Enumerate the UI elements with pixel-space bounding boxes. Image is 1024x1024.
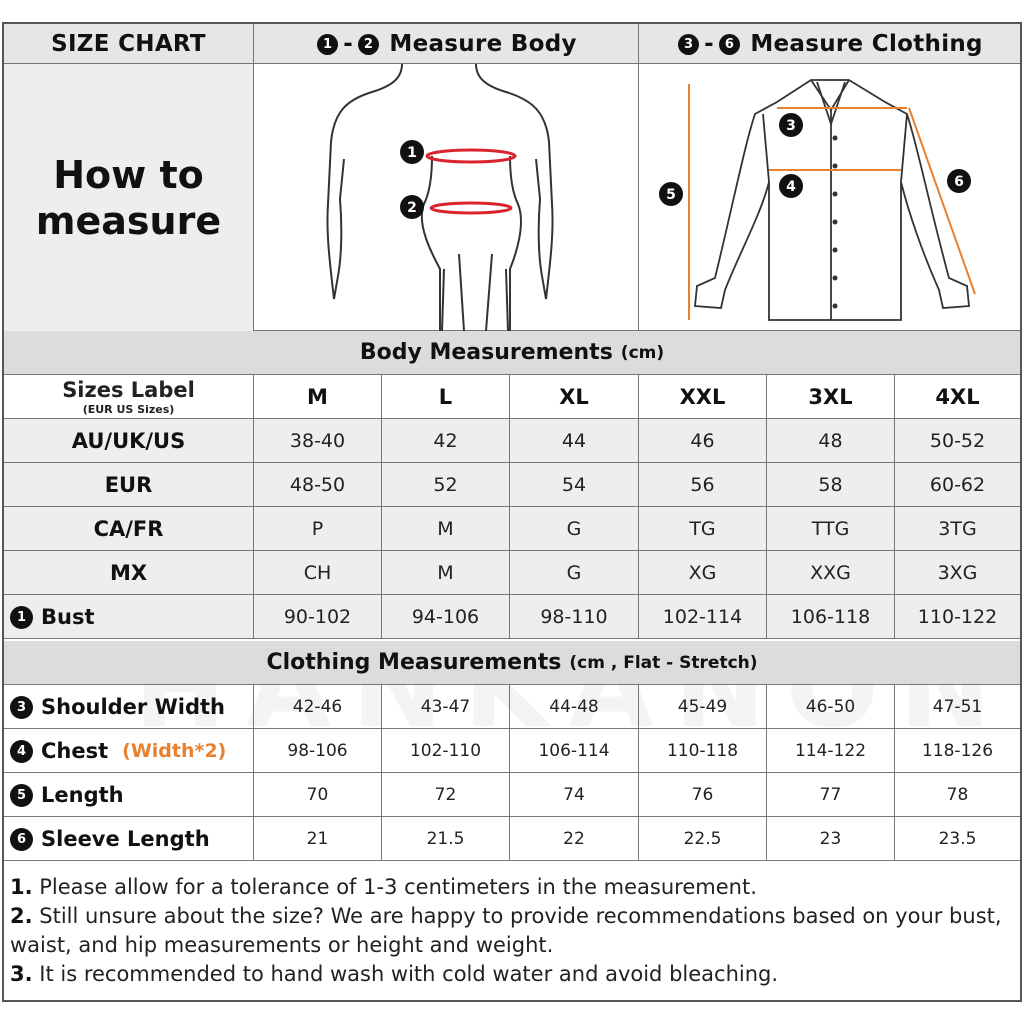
- sizes-sublabel: (EUR US Sizes): [82, 402, 175, 416]
- body-measurements-unit: (cm): [620, 342, 665, 363]
- table-cell: 44: [510, 419, 639, 463]
- body-marker-1: 1: [407, 145, 417, 161]
- row-label: Shoulder Width: [41, 695, 225, 719]
- table-row: [4, 817, 1020, 861]
- table-cell: M: [382, 507, 510, 551]
- table-cell: 102-110: [382, 729, 510, 773]
- size-chart-title: SIZE CHART: [4, 24, 254, 64]
- badge-3-icon: 3: [678, 34, 699, 55]
- table-cell: P: [254, 507, 382, 551]
- table-row: [4, 507, 1020, 551]
- table-cell: 60-62: [929, 474, 986, 496]
- row-label-length: [4, 773, 254, 817]
- table-cell: G: [510, 507, 639, 551]
- badge-5-icon: 5: [10, 784, 33, 807]
- note-text: It is recommended to hand wash with cold water and avoid bleaching.: [32, 962, 779, 986]
- table-cell: 102-114: [639, 595, 767, 639]
- table-row: [4, 419, 1020, 463]
- table-cell: 22: [510, 817, 639, 861]
- body-figure-icon: [254, 64, 639, 331]
- notes: [4, 861, 1020, 1000]
- note-number: 1.: [10, 875, 33, 899]
- note-text: Still unsure about the size? We are happy to provide recommendations based on your bust, waist, and hip measurements or height and weight.: [10, 904, 1002, 957]
- table-cell: TTG: [767, 507, 895, 551]
- table-cell: 90-102: [254, 595, 382, 639]
- sizes-row: [4, 375, 1020, 419]
- table-cell: M: [382, 551, 510, 595]
- table-cell: 77: [767, 773, 895, 817]
- table-cell: CH: [254, 551, 382, 595]
- table-cell: 48-50: [254, 463, 382, 507]
- row-label: Length: [41, 783, 124, 807]
- table-cell: 50-52: [929, 430, 986, 452]
- note-2: [10, 902, 1014, 960]
- clothing-measurements-band: [4, 641, 1020, 685]
- note-number: 3.: [10, 962, 33, 986]
- body-marker-2: 2: [407, 200, 417, 216]
- note-3: [10, 960, 1014, 989]
- measure-body-heading: 1 - 2 Measure Body: [254, 24, 639, 64]
- note-1: [10, 873, 1014, 902]
- chest-width-note: (Width*2): [122, 740, 227, 762]
- table-cell: 22.5: [639, 817, 767, 861]
- how-to-measure: [4, 64, 254, 331]
- table-cell: 106-114: [510, 729, 639, 773]
- table-cell: 46: [639, 419, 767, 463]
- table-cell: 110-118: [639, 729, 767, 773]
- badge-1-icon: 1: [317, 34, 338, 55]
- table-cell: TG: [639, 507, 767, 551]
- table-cell: 72: [382, 773, 510, 817]
- size-col-m: M: [254, 375, 382, 419]
- table-cell: 3XG: [937, 562, 978, 584]
- table-cell: 110-122: [917, 606, 998, 628]
- sizes-label: Sizes Label: [62, 377, 195, 402]
- badge-2-icon: 2: [358, 34, 379, 55]
- table-cell: 46-50: [767, 685, 895, 729]
- shirt-figure-icon: [639, 64, 1020, 331]
- table-row: [4, 463, 1020, 507]
- table-cell: 23.5: [938, 829, 977, 849]
- row-label-shoulder: [4, 685, 254, 729]
- table-cell: 52: [382, 463, 510, 507]
- table-cell: 94-106: [382, 595, 510, 639]
- row-label: AU/UK/US: [4, 419, 254, 463]
- table-cell: 114-122: [767, 729, 895, 773]
- table-cell: 54: [510, 463, 639, 507]
- table-cell: 42-46: [254, 685, 382, 729]
- table-cell: 21.5: [382, 817, 510, 861]
- size-col-l: L: [382, 375, 510, 419]
- table-cell: 98-110: [510, 595, 639, 639]
- measure-body-label: Measure Body: [389, 31, 577, 57]
- header-row: [4, 24, 1020, 64]
- shirt-marker-5: 5: [666, 187, 676, 203]
- table-cell: 74: [510, 773, 639, 817]
- table-cell: 78: [946, 785, 969, 805]
- table-row: [4, 595, 1020, 639]
- shirt-marker-6: 6: [954, 174, 964, 190]
- table-row: [4, 729, 1020, 773]
- measure-clothing-label: Measure Clothing: [750, 31, 983, 57]
- table-cell: 98-106: [254, 729, 382, 773]
- badge-4-icon: 4: [10, 740, 33, 763]
- table-cell: 58: [767, 463, 895, 507]
- table-cell: 47-51: [932, 697, 983, 717]
- table-row: [4, 551, 1020, 595]
- row-label: MX: [4, 551, 254, 595]
- row-label-sleeve: [4, 817, 254, 861]
- table-cell: 70: [254, 773, 382, 817]
- table-row: [4, 685, 1020, 729]
- row-label-bust: [4, 595, 254, 639]
- shirt-illustration: [639, 64, 1020, 331]
- row-label-chest: [4, 729, 254, 773]
- clothing-measurements-unit: (cm , Flat - Stretch): [569, 652, 758, 673]
- table-cell: 21: [254, 817, 382, 861]
- body-illustration: [254, 64, 639, 331]
- size-col-3xl: 3XL: [767, 375, 895, 419]
- size-col-4xl: 4XL: [935, 385, 980, 409]
- illustration-row: [4, 64, 1020, 331]
- body-measurements-band: [4, 331, 1020, 375]
- table-cell: 23: [767, 817, 895, 861]
- table-row: [4, 773, 1020, 817]
- table-cell: 44-48: [510, 685, 639, 729]
- table-cell: 43-47: [382, 685, 510, 729]
- badge-1-icon: 1: [10, 606, 33, 629]
- note-number: 2.: [10, 904, 33, 928]
- table-cell: 56: [639, 463, 767, 507]
- table-cell: 106-118: [767, 595, 895, 639]
- table-cell: 76: [639, 773, 767, 817]
- measure-clothing-heading: 3 - 6 Measure Clothing: [639, 24, 1020, 64]
- size-col-xxl: XXL: [639, 375, 767, 419]
- table-cell: 48: [767, 419, 895, 463]
- row-label: CA/FR: [4, 507, 254, 551]
- table-cell: G: [510, 551, 639, 595]
- row-label: EUR: [4, 463, 254, 507]
- row-label: Chest: [41, 739, 109, 763]
- shirt-marker-4: 4: [786, 179, 796, 195]
- table-cell: 38-40: [254, 419, 382, 463]
- table-cell: 42: [382, 419, 510, 463]
- table-cell: 3TG: [938, 518, 977, 540]
- table-cell: 45-49: [639, 685, 767, 729]
- how-to-line1: How to: [53, 152, 204, 197]
- body-measurements-title: Body Measurements: [359, 340, 613, 365]
- clothing-measurements-title: Clothing Measurements: [266, 650, 562, 675]
- note-text: Please allow for a tolerance of 1-3 centimeters in the measurement.: [32, 875, 757, 899]
- size-chart: [2, 22, 1022, 1002]
- row-label: Bust: [41, 605, 95, 629]
- table-cell: 118-126: [921, 741, 994, 761]
- badge-6-icon: 6: [719, 34, 740, 55]
- shirt-marker-3: 3: [786, 118, 796, 134]
- badge-3-icon: 3: [10, 696, 33, 719]
- size-col-xl: XL: [510, 375, 639, 419]
- row-label: Sleeve Length: [41, 827, 210, 851]
- table-cell: XXG: [767, 551, 895, 595]
- sizes-label-cell: [4, 375, 254, 419]
- how-to-line2: measure: [35, 198, 222, 243]
- table-cell: XG: [639, 551, 767, 595]
- badge-6-icon: 6: [10, 828, 33, 851]
